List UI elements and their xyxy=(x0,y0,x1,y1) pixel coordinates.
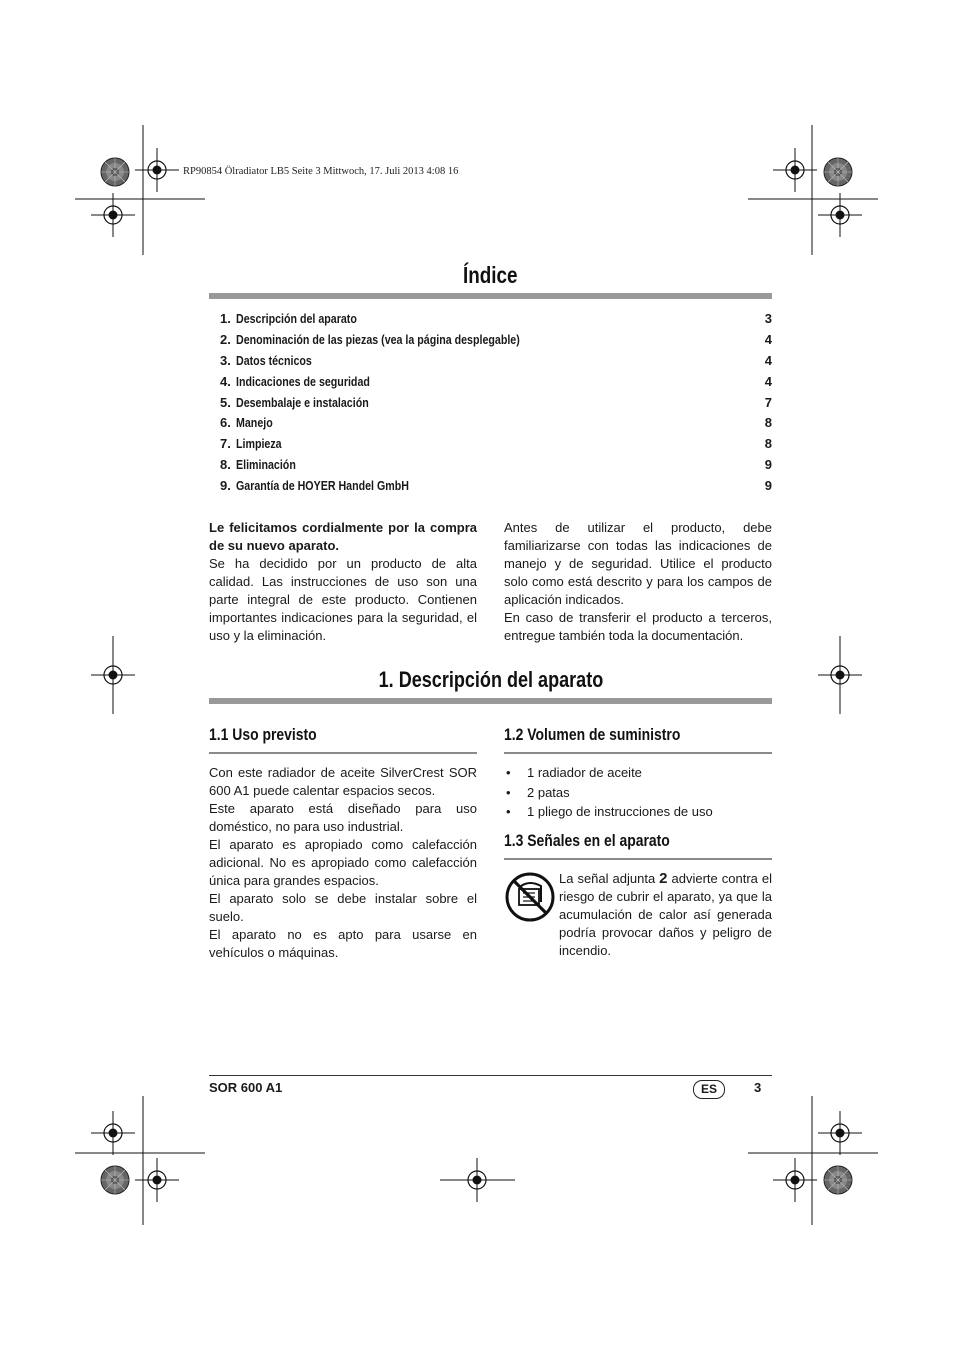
uso-previsto-rule xyxy=(209,752,477,754)
toc-leader-dots xyxy=(0,457,758,472)
intro-right-column xyxy=(504,519,772,645)
intro-right-p2: En caso de transferir el producto a terceros, entregue también toda la documentación. xyxy=(504,610,772,643)
toc-entry[interactable] xyxy=(220,436,772,457)
section-title-rule xyxy=(209,698,772,704)
do-not-cover-icon xyxy=(505,872,555,922)
toc-entry-title: Manejo xyxy=(236,415,273,431)
toc-entry-page: 4 xyxy=(764,331,772,347)
toc-entry-page: 9 xyxy=(764,457,772,473)
toc-entry[interactable] xyxy=(220,457,772,478)
uso-previsto-paragraph: El aparato no es apto para usarse en vehículos o máquinas. xyxy=(209,927,477,960)
uso-previsto-paragraph: Con este radiador de aceite SilverCrest SOR 600 A1 puede calentar espacios secos. xyxy=(209,765,477,798)
toc-entry-page: 9 xyxy=(764,478,772,494)
uso-previsto-paragraph: Este aparato está diseñado para uso doméstico, no para uso industrial. xyxy=(209,801,477,834)
toc-entry-page: 4 xyxy=(764,352,772,368)
part-reference: 2 xyxy=(659,870,668,887)
volumen-list xyxy=(504,763,772,822)
intro-lead: Le felicitamos cordialmente por la compra de su nuevo aparato. xyxy=(209,520,477,553)
print-job-header: RP90854 Ölradiator LB5 Seite 3 Mittwoch, 17. Juli 2013 4:08 16 xyxy=(183,166,459,177)
toc-entry-page: 3 xyxy=(764,311,772,326)
senales-heading: 1.3 Señales en el aparato xyxy=(504,831,670,850)
toc-leader-dots xyxy=(0,415,758,430)
toc-entry-number: 2. xyxy=(220,331,231,347)
intro-left-text: Se ha decidido por un producto de alta calidad. Las instrucciones de uso son una parte integral de este producto. Contienen importantes indicaciones para la seguridad, el uso y la eliminación. xyxy=(209,556,477,643)
toc-entry-page: 8 xyxy=(764,436,772,452)
toc-entry-page: 4 xyxy=(764,373,772,389)
toc-entry-number: 4. xyxy=(220,373,231,389)
senales-text: La señal adjunta 2 advierte contra el riesgo de cubrir el aparato, ya que la acumulación de calor así generada podría provocar daños y peligro de incendio. xyxy=(559,870,772,958)
toc-entry[interactable] xyxy=(220,332,772,353)
toc-entry-number: 3. xyxy=(220,352,231,368)
uso-previsto-heading: 1.1 Uso previsto xyxy=(209,725,317,744)
toc-entry[interactable] xyxy=(220,395,772,416)
toc-entry-title: Descripción del aparato xyxy=(236,311,357,326)
index-title: Índice xyxy=(463,262,518,288)
list-item: • 2 patas xyxy=(504,783,772,803)
page-number: 3 xyxy=(754,1080,762,1095)
toc-entry-page: 7 xyxy=(764,394,772,410)
toc-leader-dots xyxy=(0,311,758,326)
senales-rule xyxy=(504,858,772,860)
uso-previsto-paragraph: El aparato es apropiado como calefacción adicional. No es apropiado como calefacción única para grandes espacios. xyxy=(209,837,477,888)
toc-entry[interactable] xyxy=(220,478,772,499)
toc-entry-number: 9. xyxy=(220,478,231,494)
toc-entry-title: Limpieza xyxy=(236,436,282,452)
intro-right-p1: Antes de utilizar el producto, debe familiarizarse con todas las indicaciones de manejo y de seguridad. Utilice el producto solo como está descrito y para los campos de aplicación indicados. xyxy=(504,520,772,607)
toc-entry-title: Garantía de HOYER Handel GmbH xyxy=(236,478,409,494)
toc-leader-dots xyxy=(0,395,758,410)
toc-entry-number: 1. xyxy=(220,311,231,326)
footer-rule xyxy=(209,1075,772,1076)
toc-entry[interactable] xyxy=(220,374,772,395)
index-title-rule xyxy=(209,293,772,299)
toc-leader-dots xyxy=(0,436,758,451)
section-title: 1. Descripción del aparato xyxy=(378,667,603,692)
toc-entry[interactable] xyxy=(220,311,772,332)
toc-entry-number: 8. xyxy=(220,457,231,473)
uso-previsto-text xyxy=(209,764,477,962)
toc-entry[interactable] xyxy=(220,353,772,374)
toc-entry-title: Denominación de las piezas (vea la página desplegable) xyxy=(236,331,520,347)
intro-left-column xyxy=(209,519,477,645)
toc-entry[interactable] xyxy=(220,415,772,436)
language-badge: ES xyxy=(693,1080,725,1099)
toc-entry-title: Indicaciones de seguridad xyxy=(236,373,370,389)
toc-entry-number: 6. xyxy=(220,415,231,431)
list-item: • 1 pliego de instrucciones de uso xyxy=(504,802,772,822)
toc-leader-dots xyxy=(0,353,758,368)
footer-model: SOR 600 A1 xyxy=(209,1080,283,1095)
toc-entry-number: 5. xyxy=(220,394,231,410)
toc-entry-title: Eliminación xyxy=(236,457,296,473)
toc-entry-page: 8 xyxy=(764,415,772,431)
toc-entry-title: Datos técnicos xyxy=(236,352,312,368)
list-item: • 1 radiador de aceite xyxy=(504,763,772,783)
toc-entry-title: Desembalaje e instalación xyxy=(236,394,369,410)
volumen-heading: 1.2 Volumen de suministro xyxy=(504,725,681,744)
toc-leader-dots xyxy=(0,374,758,389)
table-of-contents xyxy=(220,311,772,499)
volumen-rule xyxy=(504,752,772,754)
toc-entry-number: 7. xyxy=(220,436,231,452)
uso-previsto-paragraph: El aparato solo se debe instalar sobre el suelo. xyxy=(209,891,477,924)
